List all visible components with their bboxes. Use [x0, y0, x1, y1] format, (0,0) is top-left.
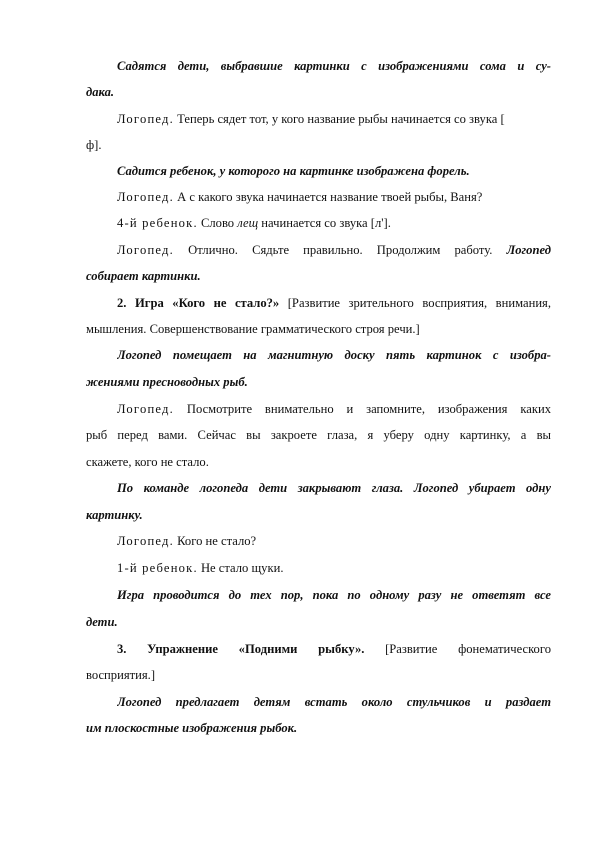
speech-text: рыб перед вами. Сейчас вы закроете глаза, я уберу одну картинку, а вы: [86, 428, 551, 442]
paragraph-line: [117, 58, 551, 74]
stage-direction: Садятся дети, выбравшие картинки с изображениями сома и су-: [117, 59, 551, 73]
stage-direction: Логопед предлагает детям встать около стульчиков и раздает: [117, 695, 551, 709]
paragraph-line: [117, 163, 551, 179]
stage-direction: По команде логопеда дети закрывают глаза. Логопед убирает одну: [117, 481, 551, 495]
paragraph-line: [117, 480, 551, 496]
paragraph-line: [86, 454, 551, 470]
speech-text: Теперь сядет тот, у кого название рыбы начинается со звука [: [174, 112, 505, 126]
speech-text: Посмотрите внимательно и запомните, изображения каких: [174, 402, 551, 416]
paragraph-line: [86, 667, 551, 683]
paragraph-line: [117, 347, 551, 363]
section-text: мышления. Совершенствование грамматического строя речи.]: [86, 322, 420, 336]
speaker-name: Логопед.: [117, 112, 174, 126]
paragraph-line: [117, 242, 551, 258]
paragraph-line: [86, 321, 551, 337]
speaker-name: Логопед.: [117, 534, 174, 548]
paragraph-line: [117, 694, 551, 710]
stage-direction: Игра проводится до тех пор, пока по одному разу не ответят все: [117, 588, 551, 602]
section-text: [Развитие фонематического: [364, 642, 551, 656]
speech-text: Отлично. Сядьте правильно. Продолжим работу.: [174, 243, 507, 257]
paragraph-line: [117, 111, 551, 127]
paragraph-line: [86, 84, 551, 100]
stage-direction: жениями пресноводных рыб.: [86, 375, 248, 389]
paragraph-line: [117, 533, 551, 549]
stage-direction: дака.: [86, 85, 115, 99]
speaker-name: Логопед.: [117, 402, 174, 416]
section-title: 2. Игра «Кого не стало?»: [117, 296, 280, 310]
section-title: 3. Упражнение «Подними рыбку».: [117, 642, 365, 656]
stage-direction: картинку.: [86, 508, 143, 522]
speech-text: скажете, кого не стало.: [86, 455, 209, 469]
speech-text: Кого не стало?: [174, 534, 257, 548]
paragraph-line: [86, 614, 551, 630]
stage-direction: им плоскостные изображения рыбок.: [86, 721, 298, 735]
paragraph-line: [86, 268, 551, 284]
paragraph-line: [117, 560, 551, 576]
speech-text: начинается со звука [л'].: [258, 216, 391, 230]
paragraph-line: [117, 215, 551, 231]
stage-direction: Садится ребенок, у которого на картинке изображена форель.: [117, 164, 470, 178]
stage-direction: Логопед: [506, 243, 551, 257]
paragraph-line: [86, 427, 551, 443]
paragraph-line: [117, 189, 551, 205]
speech-text: ф].: [86, 138, 102, 152]
stage-direction: собирает картинки.: [86, 269, 201, 283]
section-text: [Развитие зрительного восприятия, внимания,: [279, 296, 551, 310]
speaker-name: Логопед.: [117, 243, 174, 257]
paragraph-line: [117, 295, 551, 311]
paragraph-line: [86, 507, 551, 523]
paragraph-line: [86, 137, 551, 153]
emphasis-word: лещ: [237, 216, 259, 230]
paragraph-line: [117, 587, 551, 603]
section-text: восприятия.]: [86, 668, 156, 682]
paragraph-line: [86, 720, 551, 736]
speaker-name: 4-й ребенок.: [117, 216, 198, 230]
speech-text: Не стало щуки.: [197, 561, 284, 575]
speech-text: А с какого звука начинается название твоей рыбы, Ваня?: [174, 190, 483, 204]
speaker-name: 1-й ребенок.: [117, 561, 198, 575]
paragraph-line: [86, 374, 551, 390]
speech-text: Слово: [197, 216, 238, 230]
speaker-name: Логопед.: [117, 190, 174, 204]
paragraph-line: [117, 641, 551, 657]
stage-direction: дети.: [86, 615, 118, 629]
stage-direction: Логопед помещает на магнитную доску пять картинок с изобра-: [117, 348, 551, 362]
paragraph-line: [117, 401, 551, 417]
